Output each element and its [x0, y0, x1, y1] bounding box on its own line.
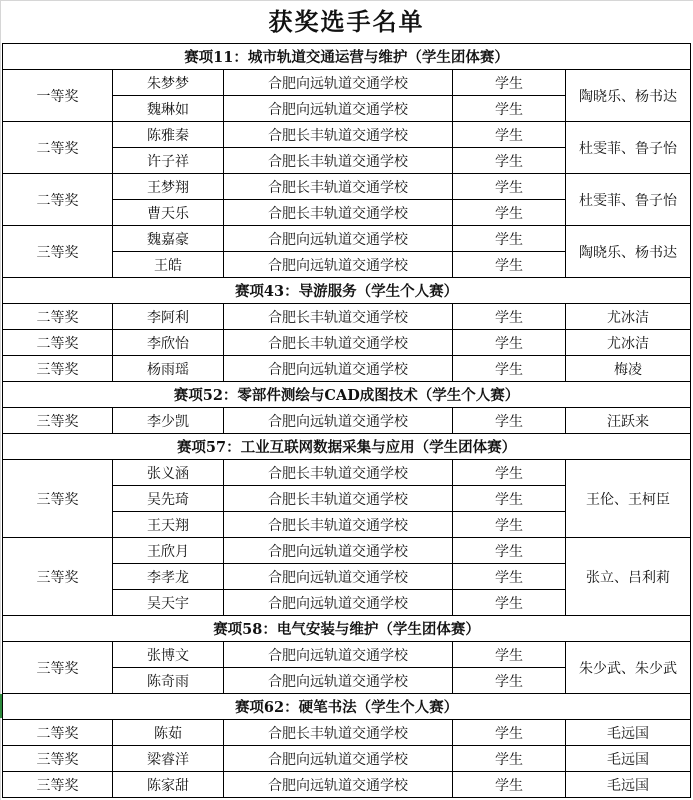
role-cell[interactable]: 学生	[453, 460, 566, 486]
school-cell[interactable]: 合肥长丰轨道交通学校	[224, 486, 453, 512]
table-row	[3, 538, 691, 564]
award-level-cell[interactable]: 三等奖	[3, 460, 113, 538]
table-row	[3, 330, 691, 356]
role-cell[interactable]: 学生	[453, 252, 566, 278]
instructor-cell[interactable]: 尤冰洁	[566, 330, 691, 356]
award-level-cell[interactable]: 二等奖	[3, 304, 113, 330]
instructor-cell[interactable]: 张立、吕利莉	[566, 538, 691, 616]
school-cell[interactable]: 合肥长丰轨道交通学校	[224, 720, 453, 746]
role-cell[interactable]: 学生	[453, 772, 566, 798]
school-cell[interactable]: 合肥向远轨道交通学校	[224, 564, 453, 590]
instructor-cell[interactable]: 汪跃来	[566, 408, 691, 434]
student-name-cell[interactable]: 梁睿洋	[113, 746, 224, 772]
school-cell[interactable]: 合肥向远轨道交通学校	[224, 668, 453, 694]
event-header-row	[3, 44, 691, 70]
student-name-cell[interactable]: 王梦翔	[113, 174, 224, 200]
event-header-row	[3, 382, 691, 408]
award-level-cell[interactable]: 二等奖	[3, 174, 113, 226]
school-cell[interactable]: 合肥长丰轨道交通学校	[224, 460, 453, 486]
role-cell[interactable]: 学生	[453, 746, 566, 772]
table-row	[3, 70, 691, 96]
student-name-cell[interactable]: 陈茹	[113, 720, 224, 746]
school-cell[interactable]: 合肥向远轨道交通学校	[224, 746, 453, 772]
role-cell[interactable]: 学生	[453, 590, 566, 616]
role-cell[interactable]: 学生	[453, 148, 566, 174]
student-name-cell[interactable]: 许子祥	[113, 148, 224, 174]
event-header-row	[3, 616, 691, 642]
table-row	[3, 356, 691, 382]
page-title: 获奖选手名单	[268, 7, 425, 36]
student-name-cell[interactable]: 李少凯	[113, 408, 224, 434]
instructor-cell[interactable]: 尤冰洁	[566, 304, 691, 330]
award-level-cell[interactable]: 二等奖	[3, 330, 113, 356]
school-cell[interactable]: 合肥向远轨道交通学校	[224, 96, 453, 122]
award-level-cell[interactable]: 三等奖	[3, 642, 113, 694]
instructor-cell[interactable]: 杜雯菲、鲁子怡	[566, 122, 691, 174]
event-header-row	[3, 694, 691, 720]
school-cell[interactable]: 合肥向远轨道交通学校	[224, 772, 453, 798]
school-cell[interactable]: 合肥长丰轨道交通学校	[224, 512, 453, 538]
student-name-cell[interactable]: 王天翔	[113, 512, 224, 538]
student-name-cell[interactable]: 李孝龙	[113, 564, 224, 590]
table-row	[3, 174, 691, 200]
instructor-cell[interactable]: 陶晓乐、杨书达	[566, 70, 691, 122]
school-cell[interactable]: 合肥长丰轨道交通学校	[224, 122, 453, 148]
award-level-cell[interactable]: 二等奖	[3, 720, 113, 746]
role-cell[interactable]: 学生	[453, 486, 566, 512]
student-name-cell[interactable]: 王皓	[113, 252, 224, 278]
instructor-cell[interactable]: 毛远国	[566, 746, 691, 772]
awards-table	[2, 43, 691, 798]
student-name-cell[interactable]: 吴先琦	[113, 486, 224, 512]
event-header-row	[3, 434, 691, 460]
table-row	[3, 122, 691, 148]
event-title[interactable]: 赛项43：导游服务（学生个人赛）	[3, 278, 691, 304]
table-row	[3, 460, 691, 486]
school-cell[interactable]: 合肥长丰轨道交通学校	[224, 148, 453, 174]
student-name-cell[interactable]: 杨雨瑶	[113, 356, 224, 382]
student-name-cell[interactable]: 陈奇雨	[113, 668, 224, 694]
award-level-cell[interactable]: 一等奖	[3, 70, 113, 122]
table-row	[3, 408, 691, 434]
role-cell[interactable]: 学生	[453, 564, 566, 590]
award-level-cell[interactable]: 三等奖	[3, 538, 113, 616]
gridline-left	[0, 0, 1, 800]
role-cell[interactable]: 学生	[453, 668, 566, 694]
school-cell[interactable]: 合肥长丰轨道交通学校	[224, 174, 453, 200]
role-cell[interactable]: 学生	[453, 200, 566, 226]
role-cell[interactable]: 学生	[453, 512, 566, 538]
student-name-cell[interactable]: 陈雅秦	[113, 122, 224, 148]
event-title[interactable]: 赛项52：零部件测绘与CAD成图技术（学生个人赛）	[3, 382, 691, 408]
student-name-cell[interactable]: 李欣怡	[113, 330, 224, 356]
instructor-cell[interactable]: 杜雯菲、鲁子怡	[566, 174, 691, 226]
role-cell[interactable]: 学生	[453, 642, 566, 668]
table-row	[3, 304, 691, 330]
event-header-row	[3, 278, 691, 304]
school-cell[interactable]: 合肥向远轨道交通学校	[224, 226, 453, 252]
role-cell[interactable]: 学生	[453, 330, 566, 356]
event-title[interactable]: 赛项58：电气安装与维护（学生团体赛）	[3, 616, 691, 642]
school-cell[interactable]: 合肥向远轨道交通学校	[224, 590, 453, 616]
instructor-cell[interactable]: 梅凌	[566, 356, 691, 382]
role-cell[interactable]: 学生	[453, 226, 566, 252]
role-cell[interactable]: 学生	[453, 720, 566, 746]
student-name-cell[interactable]: 朱梦梦	[113, 70, 224, 96]
award-level-cell[interactable]: 二等奖	[3, 122, 113, 174]
event-title[interactable]: 赛项11：城市轨道交通运营与维护（学生团体赛）	[3, 44, 691, 70]
table-row	[3, 226, 691, 252]
role-cell[interactable]: 学生	[453, 96, 566, 122]
student-name-cell[interactable]: 曹天乐	[113, 200, 224, 226]
school-cell[interactable]: 合肥长丰轨道交通学校	[224, 200, 453, 226]
event-title[interactable]: 赛项57：工业互联网数据采集与应用（学生团体赛）	[3, 434, 691, 460]
award-level-cell[interactable]: 三等奖	[3, 746, 113, 772]
role-cell[interactable]: 学生	[453, 122, 566, 148]
instructor-cell[interactable]: 朱少武、朱少武	[566, 642, 691, 694]
table-row	[3, 746, 691, 772]
school-cell[interactable]: 合肥向远轨道交通学校	[224, 538, 453, 564]
role-cell[interactable]: 学生	[453, 538, 566, 564]
school-cell[interactable]: 合肥向远轨道交通学校	[224, 356, 453, 382]
event-title[interactable]: 赛项62：硬笔书法（学生个人赛）	[3, 694, 691, 720]
instructor-cell[interactable]: 王伦、王柯臣	[566, 460, 691, 538]
student-name-cell[interactable]: 张博文	[113, 642, 224, 668]
school-cell[interactable]: 合肥长丰轨道交通学校	[224, 330, 453, 356]
student-name-cell[interactable]: 吴天宇	[113, 590, 224, 616]
awards-table-body	[3, 44, 691, 798]
role-cell[interactable]: 学生	[453, 408, 566, 434]
school-cell[interactable]: 合肥向远轨道交通学校	[224, 642, 453, 668]
award-level-cell[interactable]: 三等奖	[3, 408, 113, 434]
award-level-cell[interactable]: 三等奖	[3, 772, 113, 798]
student-name-cell[interactable]: 张义涵	[113, 460, 224, 486]
student-name-cell[interactable]: 魏琳如	[113, 96, 224, 122]
instructor-cell[interactable]: 毛远国	[566, 772, 691, 798]
role-cell[interactable]: 学生	[453, 304, 566, 330]
role-cell[interactable]: 学生	[453, 70, 566, 96]
school-cell[interactable]: 合肥向远轨道交通学校	[224, 408, 453, 434]
student-name-cell[interactable]: 魏嘉豪	[113, 226, 224, 252]
school-cell[interactable]: 合肥长丰轨道交通学校	[224, 304, 453, 330]
table-row	[3, 772, 691, 798]
table-row	[3, 720, 691, 746]
table-row	[3, 642, 691, 668]
role-cell[interactable]: 学生	[453, 356, 566, 382]
award-level-cell[interactable]: 三等奖	[3, 226, 113, 278]
instructor-cell[interactable]: 陶晓乐、杨书达	[566, 226, 691, 278]
student-name-cell[interactable]: 王欣月	[113, 538, 224, 564]
instructor-cell[interactable]: 毛远国	[566, 720, 691, 746]
student-name-cell[interactable]: 李阿利	[113, 304, 224, 330]
school-cell[interactable]: 合肥向远轨道交通学校	[224, 70, 453, 96]
school-cell[interactable]: 合肥向远轨道交通学校	[224, 252, 453, 278]
role-cell[interactable]: 学生	[453, 174, 566, 200]
award-level-cell[interactable]: 三等奖	[3, 356, 113, 382]
student-name-cell[interactable]: 陈家甜	[113, 772, 224, 798]
